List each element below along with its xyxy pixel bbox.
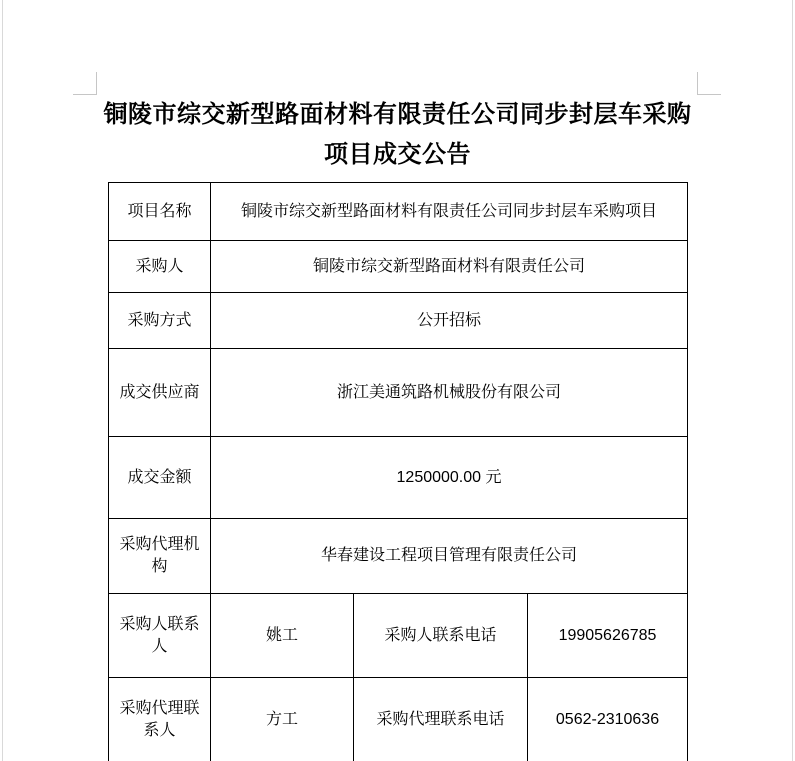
document-title-line1: 铜陵市综交新型路面材料有限责任公司同步封层车采购 xyxy=(103,101,692,128)
page-edge-right xyxy=(792,0,793,761)
margin-crop-mark-top-left xyxy=(73,72,97,95)
table-row-awarded-supplier xyxy=(109,349,688,437)
row-value: 1250000.00 元 xyxy=(211,437,688,519)
row-label: 采购代理联系人 xyxy=(109,678,211,761)
row-label: 采购方式 xyxy=(109,293,211,349)
document-title-line2: 项目成交公告 xyxy=(324,141,471,168)
row-label: 成交金额 xyxy=(109,437,211,519)
table-row-project-name xyxy=(109,183,688,241)
row-value: 铜陵市综交新型路面材料有限责任公司同步封层车采购项目 xyxy=(211,183,688,241)
row-value: 浙江美通筑路机械股份有限公司 xyxy=(211,349,688,437)
row-label: 采购人联系人 xyxy=(109,594,211,678)
row-value: 铜陵市综交新型路面材料有限责任公司 xyxy=(211,241,688,293)
row-label: 项目名称 xyxy=(109,183,211,241)
table-row-award-amount xyxy=(109,437,688,519)
announcement-table xyxy=(108,182,688,761)
document-title xyxy=(97,95,698,175)
table-row-purchaser xyxy=(109,241,688,293)
row-label: 采购人 xyxy=(109,241,211,293)
margin-crop-mark-top-right xyxy=(697,72,721,95)
table-row-agency-contact xyxy=(109,678,688,761)
row-label: 采购代理机构 xyxy=(109,519,211,594)
table-row-purchaser-contact xyxy=(109,594,688,678)
row-label2: 采购代理联系电话 xyxy=(354,678,528,761)
table-row-procurement-method xyxy=(109,293,688,349)
row-value2: 19905626785 xyxy=(528,594,688,678)
row-value: 方工 xyxy=(211,678,354,761)
row-value: 公开招标 xyxy=(211,293,688,349)
row-value: 华春建设工程项目管理有限责任公司 xyxy=(211,519,688,594)
row-value2: 0562-2310636 xyxy=(528,678,688,761)
row-label: 成交供应商 xyxy=(109,349,211,437)
row-value: 姚工 xyxy=(211,594,354,678)
row-label2: 采购人联系电话 xyxy=(354,594,528,678)
table-row-procurement-agency xyxy=(109,519,688,594)
page-edge-left xyxy=(2,0,3,761)
